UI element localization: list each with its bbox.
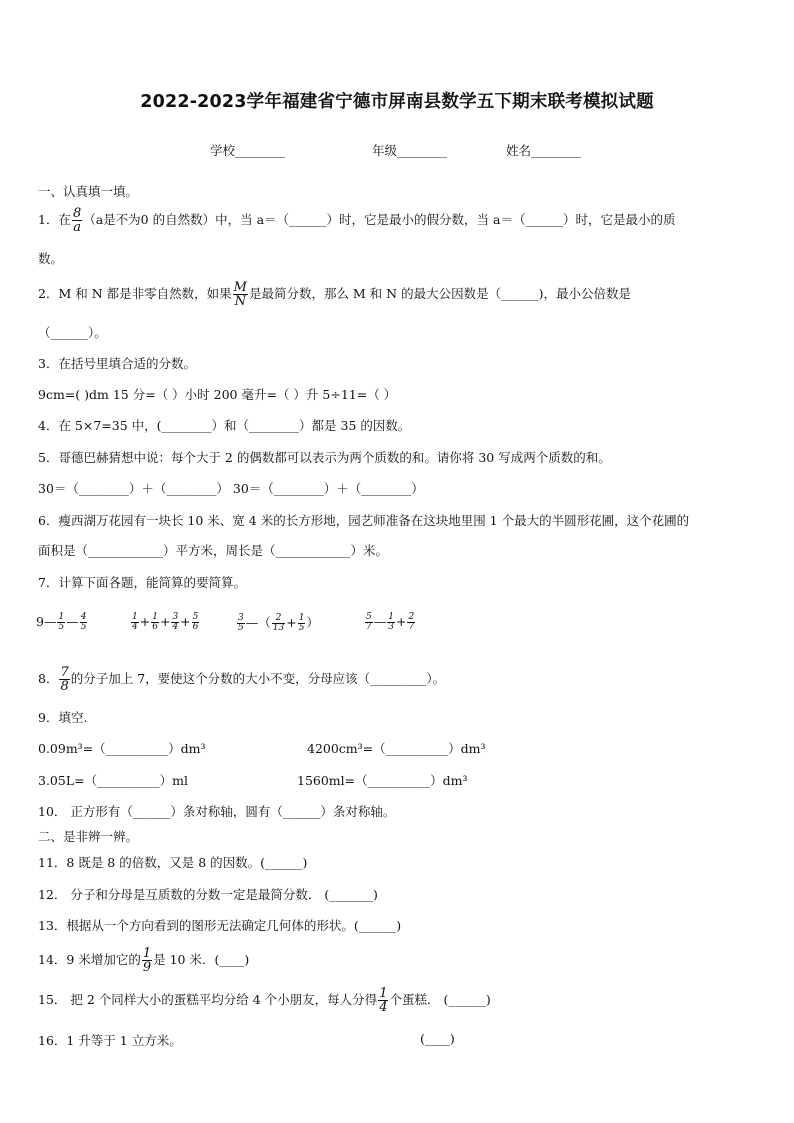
section-1-heading: 一、认真填一填。: [38, 184, 139, 199]
question-4: 4．在 5×7=35 中，(________）和（________）都是 35 的因数。: [38, 418, 411, 433]
section-2-heading: 二、是非辨一辨。: [38, 829, 139, 844]
q7-e4-f3-num: 2: [408, 612, 415, 622]
question-11: 11．8 既是 8 的倍数，又是 8 的因数。(______): [38, 855, 308, 870]
q7-e2-f3-num: 3: [172, 612, 179, 622]
q7-e3-f3-den: 5: [298, 623, 305, 633]
q7-e3-op: —（: [245, 615, 271, 630]
q7-e1-f1-num: 1: [58, 612, 65, 622]
q7-e3-f1-num: 3: [238, 613, 244, 623]
q5-blanks: 30＝（________）＋（________） 30＝（________）＋（________）: [38, 481, 424, 496]
q15-frac-num: 1: [379, 986, 388, 1001]
q7-e3-f2-den: 13: [272, 623, 285, 633]
q8-text-b: 的分子加上 7，要使这个分数的大小不变，分母应该（_________）。: [70, 671, 446, 686]
q6-prompt: 6．瘦西湖万花园有一块长 10 米、宽 4 米的长方形地，园艺师准备在这块地里围 1 个最大的半圆形花圃，这个花圃的: [38, 513, 690, 528]
q7-e2-f1-num: 1: [132, 612, 138, 622]
q7-e4-op1: —: [373, 614, 387, 629]
q9-item-1: 0.09m³=（__________）dm³: [38, 741, 206, 756]
page-title: 2022-2023学年福建省宁德市屏南县数学五下期末联考模拟试题: [140, 92, 654, 112]
question-12: 12． 分子和分母是互质数的分数一定是最简分数． (_______): [38, 887, 378, 902]
q7-e3-close: ）: [306, 615, 319, 630]
q1-text-c: 数。: [38, 251, 64, 266]
q7-e4-op2: +: [395, 614, 407, 629]
question-14: [38, 945, 249, 975]
q2-text-a: 2．M 和 N 都是非零自然数，如果: [38, 286, 232, 301]
q7-e2-op3: +: [180, 614, 191, 629]
q7-e2-f2-den: 6: [152, 622, 158, 632]
q7-e4-f2-den: 3: [388, 622, 394, 632]
q15-fraction: [378, 987, 388, 1014]
q7-e1-frac-1: [57, 613, 65, 632]
q7-e2-f2-num: 1: [152, 612, 158, 622]
q1-text-a: 1．在: [38, 212, 71, 227]
q14-frac-num: 1: [142, 946, 152, 961]
q7-e2-frac-1: [131, 613, 139, 632]
q7-e1-lead: 9—: [36, 614, 57, 629]
q7-e4-f2-num: 1: [388, 612, 394, 622]
q7-e4-frac-1: [365, 613, 373, 632]
q7-e3-f1-den: 5: [238, 623, 244, 633]
q7-e2-op1: +: [139, 614, 151, 629]
q7-e3-frac-2: [272, 614, 285, 633]
q2-frac-den: N: [234, 294, 246, 309]
q7-e3-f3-num: 1: [298, 613, 305, 623]
q2-frac-num: M: [233, 280, 247, 295]
q7-e2-frac-4: [192, 613, 200, 632]
q14-frac-den: 9: [142, 960, 152, 975]
q3-prompt: 3．在括号里填合适的分数。: [38, 356, 196, 371]
q8-text-a: 8．: [38, 671, 59, 686]
q9-prompt: 9．填空.: [38, 710, 88, 725]
question-1: [38, 205, 675, 235]
q14-text-a: 14．9 米增加它的: [38, 952, 141, 967]
q9-item-2: 4200cm³=（__________）dm³: [307, 741, 486, 756]
q7-e2-frac-3: [171, 613, 179, 632]
q7-expr-2: [130, 613, 200, 632]
q7-expr-3: [236, 613, 319, 633]
q1-fraction: [72, 207, 82, 234]
q3-blanks: 9cm=( )dm 15 分=（ ）小时 200 毫升=（ ）升 5÷11=（ ）: [38, 387, 397, 402]
q14-fraction: [142, 947, 152, 974]
q2-text-c: （______）。: [38, 325, 107, 340]
q7-e2-frac-2: [151, 613, 159, 632]
q7-prompt: 7．计算下面各题，能简算的要简算。: [38, 575, 246, 590]
q7-e3-f2-num: 2: [272, 614, 285, 624]
q1-frac-den: a: [73, 220, 81, 235]
q7-e1-frac-2: [80, 613, 88, 632]
q5-prompt: 5．哥德巴赫猜想中说：每个大于 2 的偶数都可以表示为两个质数的和。请你将 30 写成两个质数的和。: [38, 450, 611, 465]
q7-e4-frac-2: [387, 613, 395, 632]
q7-e4-f1-num: 5: [366, 612, 372, 622]
q7-e3-frac-3: [298, 614, 306, 633]
question-2: [38, 279, 631, 309]
q7-expr-4: [364, 613, 416, 632]
q9-item-3: 3.05L=（__________）ml: [38, 773, 188, 788]
q1-frac-num: 8: [72, 206, 82, 221]
grade-field[interactable]: 年级________: [372, 143, 448, 158]
q7-e1-f2-den: 5: [80, 622, 87, 632]
name-field[interactable]: 姓名________: [506, 143, 582, 158]
question-10: 10． 正方形有（______）条对称轴，圆有（______）条对称轴。: [38, 804, 396, 819]
q15-text-b: 个蛋糕． (______): [389, 992, 491, 1007]
q2-fraction: [233, 281, 248, 308]
q7-e1-f2-num: 4: [80, 612, 87, 622]
question-8: [38, 664, 445, 694]
q7-e1-op: —: [66, 614, 79, 629]
q15-text-a: 15． 把 2 个同样大小的蛋糕平均分给 4 个小朋友，每人分得: [38, 992, 378, 1007]
q2-text-b: 是最简分数，那么 M 和 N 的最大公因数是（______)，最小公倍数是: [248, 286, 631, 301]
q7-e3-frac-1: [237, 614, 245, 633]
q8-frac-den: 8: [60, 679, 69, 694]
q14-text-b: 是 10 米．(____): [153, 952, 250, 967]
school-field[interactable]: 学校________: [210, 143, 286, 158]
q7-e4-f1-den: 7: [366, 622, 372, 632]
q7-e2-f3-den: 4: [172, 622, 179, 632]
q7-e1-f1-den: 5: [58, 622, 65, 632]
q16-text: 16．1 升等于 1 立方米。: [38, 1033, 182, 1048]
q7-expr-1: [36, 613, 88, 632]
question-13: 13．根据从一个方向看到的图形无法确定几何体的形状。(______): [38, 918, 402, 933]
q7-e3-op2: +: [286, 615, 297, 630]
q7-e2-f4-den: 6: [192, 622, 199, 632]
q6-blanks: 面积是（____________）平方米，周长是（____________）米。: [38, 543, 389, 558]
q8-fraction: [59, 666, 69, 693]
q7-e4-frac-3: [407, 613, 415, 632]
q7-e2-f4-num: 5: [192, 612, 199, 622]
q1-text-b: （a是不为0 的自然数）中，当 a＝（______）时，它是最小的假分数，当 a＝（______）时，它是最小的质: [83, 212, 676, 227]
q7-e2-op2: +: [159, 614, 171, 629]
q9-item-4: 1560ml=（__________）dm³: [297, 773, 468, 788]
q15-frac-den: 4: [379, 1000, 388, 1015]
question-15: [38, 985, 491, 1015]
q8-frac-num: 7: [60, 665, 69, 680]
q7-e2-f1-den: 4: [132, 622, 138, 632]
q7-e4-f3-den: 7: [408, 622, 415, 632]
q16-answer-blank[interactable]: (____): [420, 1031, 455, 1046]
